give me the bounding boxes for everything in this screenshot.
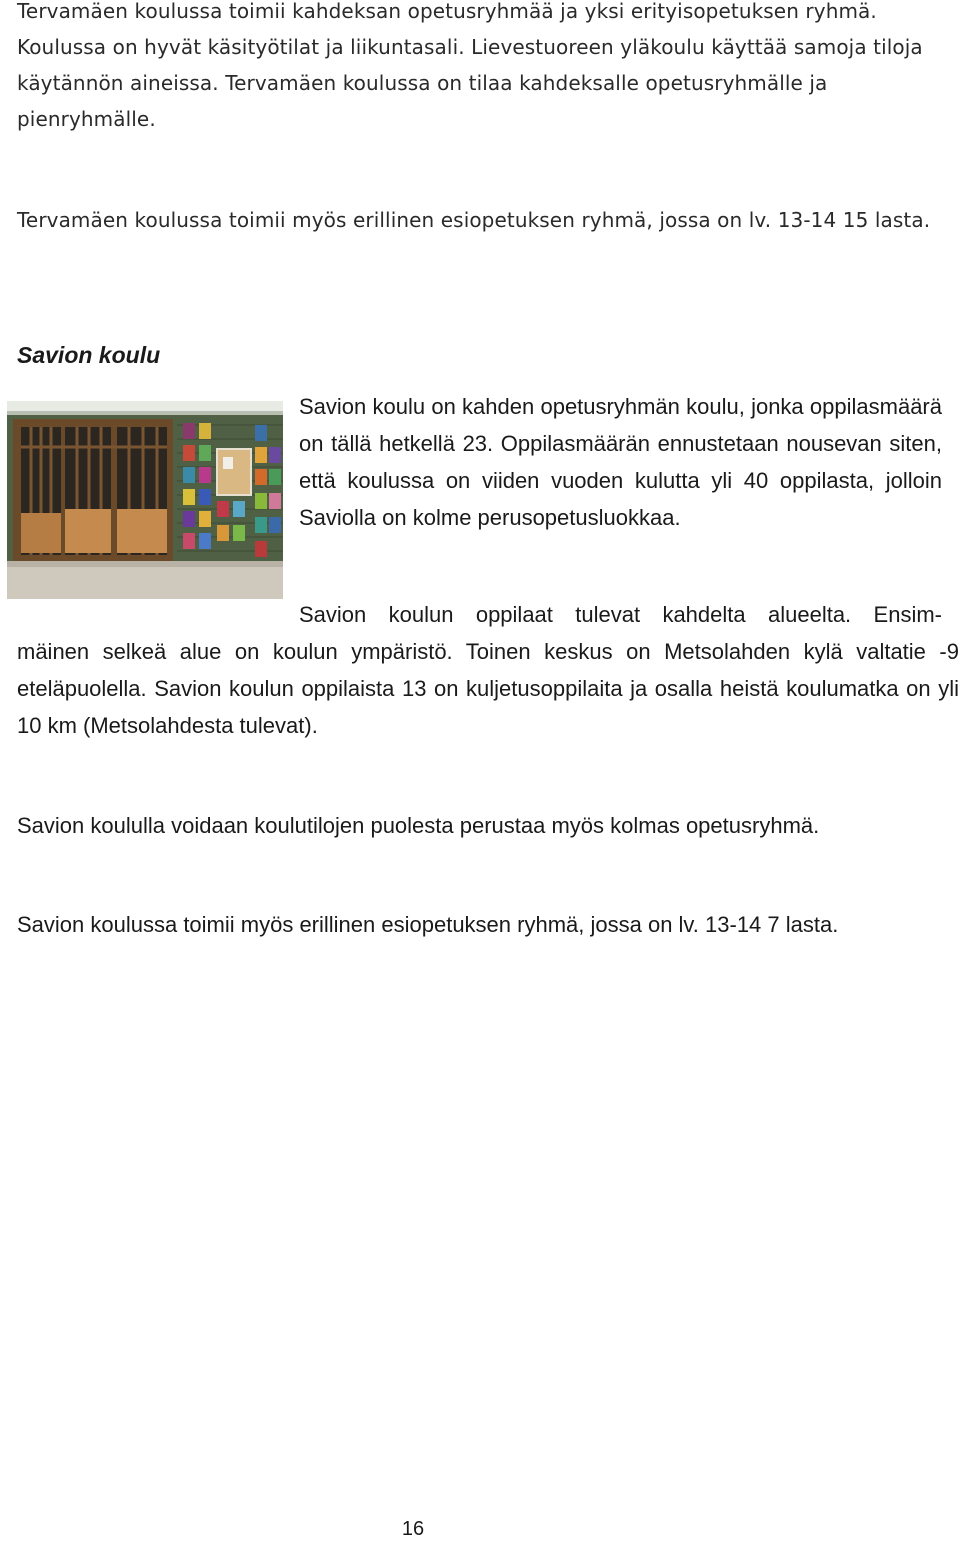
- school-entrance-photo: [7, 401, 283, 599]
- paragraph-savio-areas: mäinen selkeä alue on koulun ympäristö. Toinen keskus on Metsolahden kylä valtatie -9 eteläpuolella. Savion koulun oppilaista 13 on kuljetusoppilaita ja osalla heistä koulumatka on yli 10 km (Metsolahdesta tulevat).: [17, 639, 959, 738]
- section-heading-savion-koulu: Savion koulu: [17, 342, 161, 368]
- paragraph-tervamaki-groups: Tervamäen koulussa toimii kahdeksan opetusryhmää ja yksi erityisopetuksen ryhmä. Koulussa on hyvät käsityötilat ja liikuntasali. Lievestuoreen yläkoulu käyttää samoja tiloja käytännön aineissa. Tervamäen koulussa on tilaa kahdeksalle opetusryhmälle ja pienryhmälle.: [17, 0, 923, 131]
- paragraph-savio-areas-first-line: Savion koulun oppilaat tulevat kahdelta alueelta. Ensim-: [299, 602, 942, 627]
- page-number: 16: [401, 1518, 425, 1540]
- paragraph-savio-third-group: Savion koululla voidaan koulutilojen puolesta perustaa myös kolmas opetusryhmä.: [17, 813, 820, 838]
- paragraph-tervamaki-preschool: Tervamäen koulussa toimii myös erillinen esiopetuksen ryhmä, jossa on lv. 13-14 15 lasta.: [17, 208, 931, 232]
- school-entrance-image: [7, 401, 283, 599]
- paragraph-savio-pupils: Savion koulu on kahden opetusryhmän koulu, jonka oppilasmäärä on tällä hetkellä 23. Oppilasmäärän ennustetaan nousevan siten, että koulussa on viiden vuoden kulutta yli 40 oppilasta, jolloin Saviolla on kolme perusopetusluokkaa.: [299, 394, 942, 530]
- paragraph-savio-preschool: Savion koulussa toimii myös erillinen esiopetuksen ryhmä, jossa on lv. 13-14 7 lasta.: [17, 912, 839, 937]
